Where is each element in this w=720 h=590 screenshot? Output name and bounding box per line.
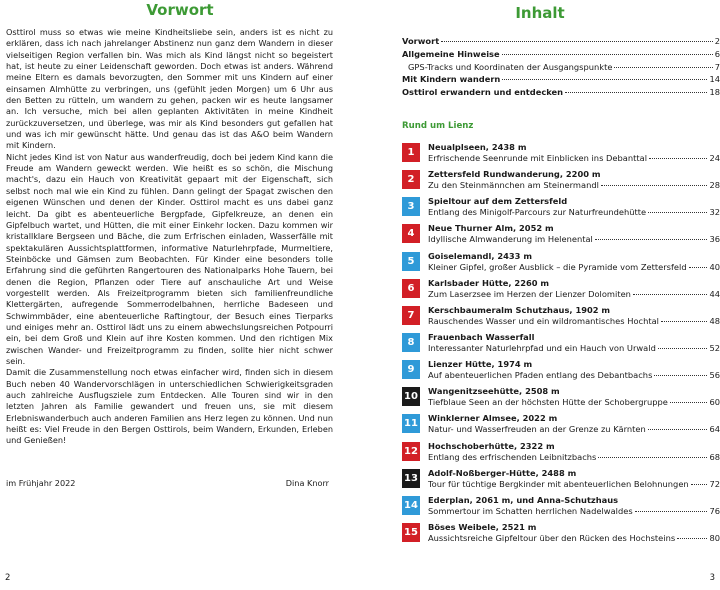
leader-dots xyxy=(648,212,707,213)
tour-description: Entlang des erfrischenden Leibnitzbachs xyxy=(428,451,597,462)
tour-name: Neue Thurner Alm, 2052 m xyxy=(428,223,554,234)
tour-number-badge: 14 xyxy=(402,496,420,515)
tour-name: Zettersfeld Rundwanderung, 2200 m xyxy=(428,169,601,180)
leader-dots xyxy=(441,41,713,42)
toc-entry-label: Mit Kindern wandern xyxy=(402,74,501,85)
tour-page: 52 xyxy=(709,342,720,353)
tour-page: 28 xyxy=(709,180,720,191)
leader-dots xyxy=(633,294,708,295)
tour-description-line xyxy=(428,533,720,543)
tour-name: Neualplseen, 2438 m xyxy=(428,142,527,152)
tour-entry[interactable] xyxy=(402,196,720,223)
tour-name: Goiselemandl, 2433 m xyxy=(428,250,532,261)
page-number-left: 2 xyxy=(5,573,11,583)
tour-entry[interactable] xyxy=(402,251,720,278)
tour-description-line xyxy=(428,316,720,326)
tour-description-line xyxy=(428,506,720,516)
tour-entry[interactable] xyxy=(402,441,720,468)
toc-entry-page: 7 xyxy=(714,61,720,72)
tour-page: 44 xyxy=(709,288,720,299)
tour-name: Böses Weibele, 2521 m xyxy=(428,521,537,532)
tour-entry[interactable] xyxy=(402,305,720,332)
tour-description: Tour für tüchtige Bergkinder mit abenteuerlichen Belohnungen xyxy=(428,478,689,489)
leader-dots xyxy=(635,511,708,512)
toc-entry-label: Allgemeine Hinweise xyxy=(402,48,500,59)
tour-page: 56 xyxy=(709,370,720,381)
toc-entry[interactable] xyxy=(402,36,720,49)
tour-description-line xyxy=(428,234,720,244)
leader-dots xyxy=(658,348,708,349)
tour-entry[interactable] xyxy=(402,142,720,169)
tour-entry[interactable] xyxy=(402,223,720,250)
leader-dots xyxy=(691,484,708,485)
tour-page: 64 xyxy=(709,424,720,435)
right-page xyxy=(360,0,720,590)
tour-name: Spieltour auf dem Zettersfeld xyxy=(428,196,568,207)
tour-description: Auf abenteuerlichen Pfaden entlang des Debantbachs xyxy=(428,370,653,381)
tour-number-badge: 7 xyxy=(402,306,420,325)
tour-name: Kerschbaumeralm Schutzhaus, 1902 m xyxy=(428,304,611,315)
foreword-body xyxy=(6,27,333,447)
tour-name: Frauenbach Wasserfall xyxy=(428,331,535,342)
tour-number-badge: 5 xyxy=(402,252,420,271)
tour-number-badge: 15 xyxy=(402,523,420,542)
tour-description-line xyxy=(428,424,720,434)
tour-name: Karlsbader Hütte, 2260 m xyxy=(428,277,550,288)
tour-description-line xyxy=(428,262,720,272)
tour-description: Rauschendes Wasser und ein wildromantisches Hochtal xyxy=(428,315,659,326)
tour-page: 68 xyxy=(709,451,720,462)
contents-title: Inhalt xyxy=(515,4,565,22)
tour-description-line xyxy=(428,479,720,489)
tour-entry[interactable] xyxy=(402,522,720,549)
toc-entry-label: GPS-Tracks und Koordinaten der Ausgangspunkte xyxy=(408,61,613,72)
tour-description: Zu den Steinmännchen am Steinermandl xyxy=(428,180,599,191)
tour-name: Lienzer Hütte, 1974 m xyxy=(428,359,533,370)
tour-description: Interessanter Naturlehrpfad und ein Hauch von Urwald xyxy=(428,342,656,353)
leader-dots xyxy=(670,402,708,403)
tour-number-badge: 3 xyxy=(402,197,420,216)
tour-entry[interactable] xyxy=(402,468,720,495)
tour-list xyxy=(402,142,720,549)
toc-entry[interactable] xyxy=(402,49,720,62)
toc-entry-label: Vorwort xyxy=(402,36,440,46)
leader-dots xyxy=(565,92,707,93)
leader-dots xyxy=(595,239,708,240)
tour-page: 76 xyxy=(709,505,720,516)
toc-entry-page: 6 xyxy=(714,48,720,59)
tour-description: Natur- und Wasserfreuden an der Grenze zu Kärnten xyxy=(428,424,646,435)
tour-name: Wangenitzseehütte, 2508 m xyxy=(428,386,560,397)
tour-number-badge: 1 xyxy=(402,143,420,162)
tour-entry[interactable] xyxy=(402,386,720,413)
foreword-title: Vorwort xyxy=(146,1,214,19)
leader-dots xyxy=(654,375,707,376)
tour-number-badge: 13 xyxy=(402,469,420,488)
tour-description-line xyxy=(428,343,720,353)
tour-number-badge: 2 xyxy=(402,170,420,189)
tour-name: Winklerner Almsee, 2022 m xyxy=(428,413,558,424)
tour-page: 40 xyxy=(709,261,720,272)
tour-page: 72 xyxy=(709,478,720,489)
leader-dots xyxy=(677,538,707,539)
tour-entry[interactable] xyxy=(402,359,720,386)
leader-dots xyxy=(689,267,708,268)
tour-description-line xyxy=(428,397,720,407)
leader-dots xyxy=(649,158,707,159)
foreword-paragraph: Damit die Zusammenstellung noch etwas einfacher wird, finden sich in diesem Buch neben 40 Wandervorschlägen in unterschiedlichen Schwierigkeitsgraden auch zahlreiche Ausflugsziele zum Entdecken. Alle Touren sind wir in den letzten Jahren als Familie gewandert und freuen uns, sie mit diesem Erlebniswanderbuch auch anderen Familien ans Herz legen zu können. Und nun heißt es: Viel Freude in den Bergen Osttirols, beim Wandern, Erkunden, Erleben und Genießen! xyxy=(6,367,333,446)
tour-number-badge: 10 xyxy=(402,387,420,406)
leader-dots xyxy=(648,429,708,430)
tour-number-badge: 8 xyxy=(402,333,420,352)
section-heading: Rund um Lienz xyxy=(402,121,474,131)
tour-number-badge: 12 xyxy=(402,442,420,461)
tour-description-line xyxy=(428,180,720,190)
tour-description-line xyxy=(428,289,720,299)
tour-page: 80 xyxy=(709,532,720,543)
tour-entry[interactable] xyxy=(402,169,720,196)
page-number-right: 3 xyxy=(709,573,715,583)
tour-description-line xyxy=(428,207,720,217)
toc-entry-page: 18 xyxy=(709,87,720,98)
tour-description: Zum Laserzsee im Herzen der Lienzer Dolomiten xyxy=(428,288,631,299)
leader-dots xyxy=(614,67,712,68)
tour-description: Sommertour im Schatten herrlichen Nadelwaldes xyxy=(428,505,633,516)
tour-description-line xyxy=(428,452,720,462)
tour-page: 60 xyxy=(709,397,720,408)
leader-dots xyxy=(601,185,708,186)
leader-dots xyxy=(661,321,707,322)
tour-number-badge: 9 xyxy=(402,360,420,379)
tour-name: Hochschoberhütte, 2322 m xyxy=(428,440,555,451)
tour-page: 36 xyxy=(709,234,720,245)
toc-entry-label: Osttirol erwandern und entdecken xyxy=(402,87,564,98)
foreword-date: im Frühjahr 2022 xyxy=(6,478,76,488)
toc-entry-page: 2 xyxy=(714,36,720,46)
tour-entry[interactable] xyxy=(402,413,720,440)
tour-entry[interactable] xyxy=(402,278,720,305)
toc-general xyxy=(402,36,720,100)
tour-description: Kleiner Gipfel, großer Ausblick – die Pyramide vom Zettersfeld xyxy=(428,261,687,272)
tour-description-line xyxy=(428,153,720,163)
tour-page: 48 xyxy=(709,315,720,326)
tour-description: Idyllische Almwanderung im Helenental xyxy=(428,234,593,245)
foreword-paragraph: Osttirol muss so etwas wie meine Kindheitsliebe sein, anders ist es nicht zu erklären, dass ich nach jahrelanger Abstinenz nun ganz dem Wandern in dieser vielseitigen Region verfallen bin. Was mich als Kind längst nicht so begeistert hat, ist heute zu einer Leidenschaft geworden. Doch etwas ist anders. Während meine Eltern es damals bevorzugten, den Sommer mit uns Kindern auf einer einsamen Almhütte zu verbringen, uns (gefühlt jeden Morgen) um 6 Uhr aus den Betten zu rütteln, um wandern zu gehen, packen wir es heute langsamer an. Ich versuche, mich bei allen geplanten Aktivitäten in meine Kindheit zurückzuversetzen, und überlege, was mir als Kind besonders gut gefallen hat und was ich mir gewünscht hätte. Und genau das ist das A&O beim Wandern mit Kindern. xyxy=(6,27,333,151)
tour-page: 24 xyxy=(709,153,720,163)
tour-description-line xyxy=(428,370,720,380)
toc-entry[interactable] xyxy=(402,74,720,87)
tour-name: Adolf-Noßberger-Hütte, 2488 m xyxy=(428,467,577,478)
toc-entry-page: 14 xyxy=(709,74,720,85)
foreword-author: Dina Knorr xyxy=(285,478,329,488)
tour-number-badge: 6 xyxy=(402,279,420,298)
toc-entry[interactable] xyxy=(402,62,720,75)
foreword-paragraph: Nicht jedes Kind ist von Natur aus wanderfreudig, doch bei jedem Kind kann die Freude am Wandern geweckt werden. Wie heißt es so schön, die Mischung macht's, dazu ein Hauch von Kreativität gepaart mit der Eigenschaft, sich selbst noch mal wie ein Kind zu fühlen. Dann gelingt der Spagat zwischen den eigenen Wünschen und denen der Kinder. Osttirol macht es uns dabei ganz leicht. Da gibt es abenteuerliche Bergpfade, Gipfelkreuze, an denen ein Gipfelbuch wartet, und Hütten, die mit einer Einkehr locken. Dazu kommen wir kristallklare Bergseen und Bäche, die zum Erfrischen einladen, Wasserfälle mit spektakulären Aussichtsplattformen, informative Naturlehrpfade, Murmeltiere, Steinböcke und Gämsen zum Beobachten. Für Kinder eine besonders tolle Erfahrung sind die geführten Rangertouren des Nationalparks Hohe Tauern, bei denen die Region, Pflanzen oder Tiere auf anschauliche Art und Weise vorgestellt werden. Als Freizeitprogramm bieten sich familienfreundliche Klettergärten, aufregende Sommerrodelbahnen, herrliche Badeseen und Schwimmbäder, eine abenteuerliche Raftingtour, der Besuch eines Tierparks und einiges mehr an. Osttirol lädt uns zu einem abwechslungsreichen Potpourri ein, bei dem Groß und Klein auf ihre Kosten kommen. Und den richtigen Mix zwischen Wander- und Freizeitprogramm zu finden, sollte hier nicht schwer sein. xyxy=(6,151,333,366)
tour-entry[interactable] xyxy=(402,495,720,522)
leader-dots xyxy=(502,79,707,80)
tour-number-badge: 4 xyxy=(402,224,420,243)
tour-number-badge: 11 xyxy=(402,414,420,433)
toc-entry[interactable] xyxy=(402,87,720,100)
tour-description: Entlang des Minigolf-Parcours zur Naturfreundehütte xyxy=(428,207,647,218)
tour-description: Erfrischende Seenrunde mit Einblicken ins Debanttal xyxy=(428,153,648,163)
leader-dots xyxy=(598,457,707,458)
leader-dots xyxy=(502,54,713,55)
tour-name: Ederplan, 2061 m, und Anna-Schutzhaus xyxy=(428,494,619,505)
tour-page: 32 xyxy=(709,207,720,218)
tour-entry[interactable] xyxy=(402,332,720,359)
tour-description: Tiefblaue Seen an der höchsten Hütte der Schobergruppe xyxy=(428,397,668,408)
tour-description: Aussichtsreiche Gipfeltour über den Rücken des Hochsteins xyxy=(428,532,676,543)
signature-line xyxy=(6,478,329,488)
